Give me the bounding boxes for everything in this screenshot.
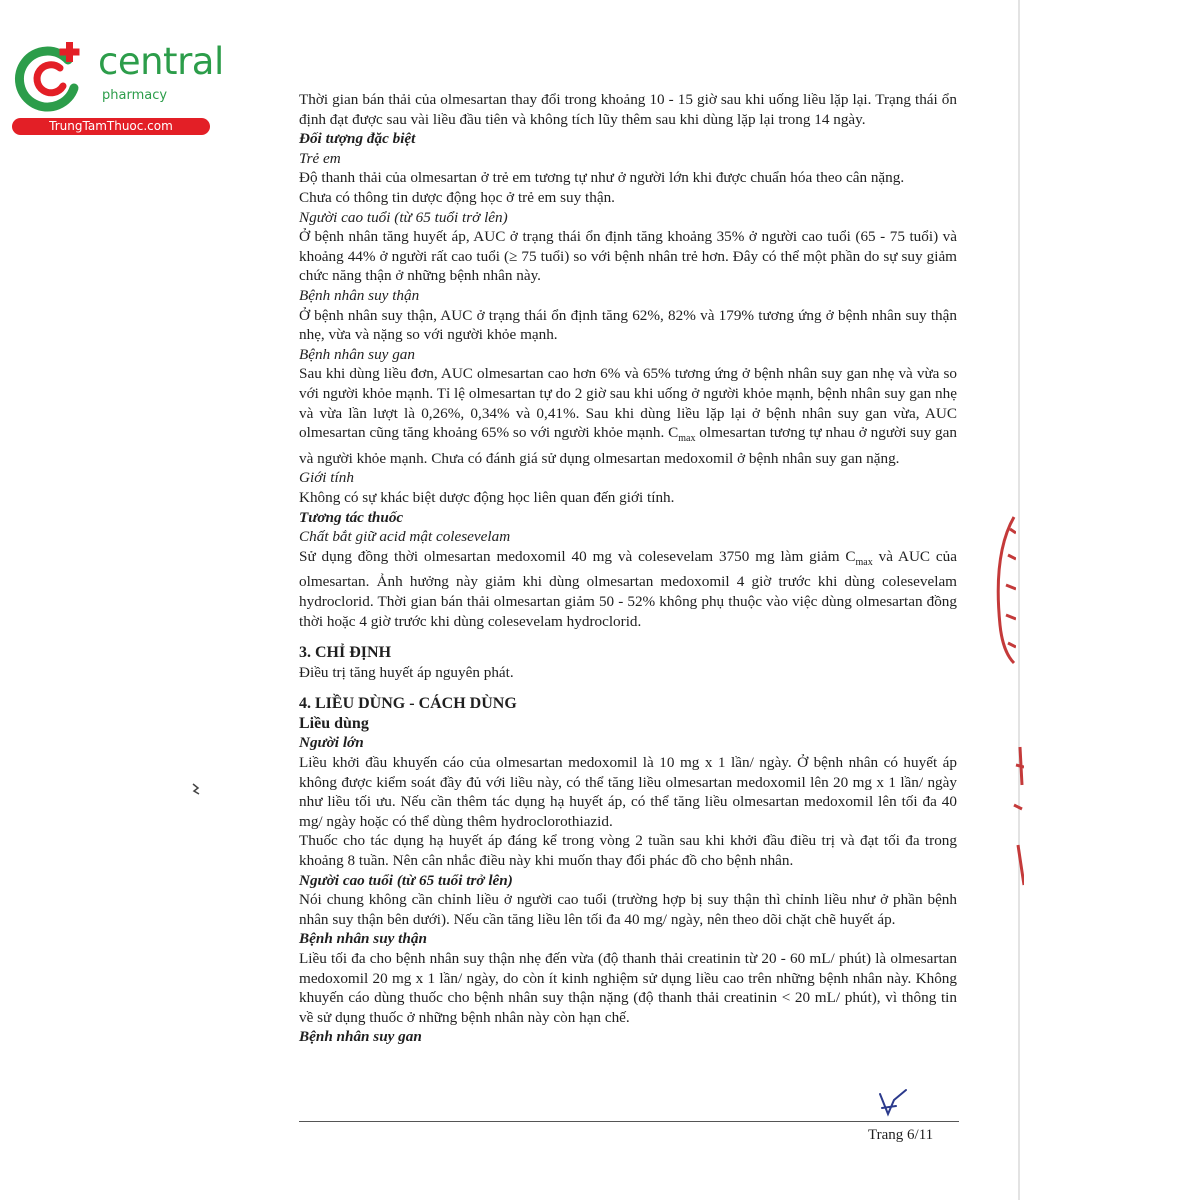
paragraph-colesevelam — [299, 547, 957, 631]
brand-site[interactable]: TrungTamThuoc.com — [12, 118, 210, 135]
cmax-subscript-2: max — [855, 556, 873, 568]
brand-subtitle: pharmacy — [102, 88, 168, 103]
paragraph-elderly-dose: Nói chung không cần chỉnh liều ở người cao tuổi (trường hợp bị suy thận thì chỉnh liều như ở phần bệnh nhân suy thận bên dưới). Nếu cần tăng liều lên tối đa 40 mg/ ngày, nên theo dõi chặt chẽ huyết áp. — [299, 891, 957, 928]
heading-dosage: Liều dùng — [299, 714, 369, 732]
brand-logo[interactable] — [10, 38, 224, 138]
cmax-subscript: max — [678, 433, 696, 445]
subheading-gender: Giới tính — [299, 469, 354, 487]
paragraph-hepatic — [299, 364, 957, 468]
subheading-renal-dose: Bệnh nhân suy thận — [299, 930, 427, 948]
red-stamp-mark — [990, 515, 1016, 665]
paragraph-adult-2: Thuốc cho tác dụng hạ huyết áp đáng kể trong vòng 2 tuần sau khi khởi đầu điều trị và đạt tối đa trong khoảng 8 tuần. Nên cân nhắc điều này khi muốn thay đổi phác đồ cho bệnh nhân. — [299, 832, 957, 870]
heading-interactions: Tương tác thuốc — [299, 508, 404, 526]
section-3-heading: 3. CHỈ ĐỊNH — [299, 644, 392, 662]
brand-name: central — [98, 40, 224, 83]
page-edge — [1018, 0, 1020, 1200]
subheading-hepatic-dose: Bệnh nhân suy gan — [299, 1028, 422, 1046]
margin-mark — [190, 782, 202, 796]
hepatic-text-a: Sau khi dùng liều đơn, AUC olmesartan cao hơn 6% và 65% tương ứng ở bệnh nhân suy gan nhẹ và vừa so với người khỏe mạnh. Tỉ lệ olmesartan tự do 2 giờ sau khi uống ở người khỏe mạnh, bệnh nhân suy gan nhẹ và vừa lần lượt là 0,26%, 0,34% và 0,41%. Sau khi dùng liều lặp lại ở bệnh nhân suy gan vừa, AUC olmesartan cũng tăng khoảng 65% so với người khỏe mạnh. C — [299, 365, 957, 442]
paragraph-adult-1: Liều khởi đầu khuyến cáo của olmesartan medoxomil là 10 mg x 1 lần/ ngày. Ở bệnh nhân có huyết áp không được kiểm soát đầy đủ với liều này, có thể tăng liều olmesartan medoxomil lên 20 mg x 1 lần/ ngày như liều tối ưu. Nếu cần thêm tác dụng hạ huyết áp, có thể tăng liều olmesartan medoxomil lên tối đa 40 mg/ ngày hoặc có thể dùng thêm hydroclorothiazid. — [299, 754, 957, 830]
subheading-elderly-dose: Người cao tuổi (từ 65 tuổi trở lên) — [299, 871, 513, 889]
paragraph-indication: Điều trị tăng huyết áp nguyên phát. — [299, 663, 514, 681]
paragraph-gender: Không có sự khác biệt dược động học liên quan đến giới tính. — [299, 488, 675, 506]
colesevelam-text-a: Sử dụng đồng thời olmesartan medoxomil 40 mg và colesevelam 3750 mg làm giảm C — [299, 547, 856, 565]
subheading-elderly: Người cao tuổi (từ 65 tuổi trở lên) — [299, 208, 508, 226]
paragraph-children-1: Độ thanh thải của olmesartan ở trẻ em tương tự như ở người lớn khi được chuẩn hóa theo cân nặng. — [299, 169, 905, 187]
paragraph-elderly: Ở bệnh nhân tăng huyết áp, AUC ở trạng thái ổn định tăng khoảng 35% ở người cao tuổi (65 - 75 tuổi) và khoảng 44% ở người rất cao tuổi (≥ 75 tuổi) so với bệnh nhân trẻ hơn. Đây có thể một phần do sự suy giảm chức năng thận ở những bệnh nhân này. — [299, 228, 957, 285]
subheading-colesevelam: Chất bắt giữ acid mật colesevelam — [299, 528, 511, 546]
colesevelam-text-b: và AUC của olmesartan. Ảnh hưởng này giảm khi dùng olmesartan medoxomil 4 giờ trước khi dùng colesevelam hydroclorid. Thời gian bán thải olmesartan giảm 50 - 52% không phụ thuộc vào việc dùng olmesartan đồng thời hoặc 4 giờ trước khi dùng colesevelam hydroclorid. — [299, 547, 957, 630]
paragraph-renal-dose: Liều tối đa cho bệnh nhân suy thận nhẹ đến vừa (độ thanh thải creatinin từ 20 - 60 mL/ phút) là olmesartan medoxomil 20 mg x 1 lần/ ngày, do còn ít kinh nghiệm sử dụng liều cao trên những bệnh nhân này. Không khuyến cáo dùng thuốc cho bệnh nhân suy thận nặng (độ thanh thải creatinin < 20 mL/ phút), vì thông tin về sử dụng thuốc ở những bệnh nhân này còn hạn chế. — [299, 950, 957, 1026]
section-4-heading: 4. LIỀU DÙNG - CÁCH DÙNG — [299, 695, 517, 713]
subheading-hepatic: Bệnh nhân suy gan — [299, 345, 415, 363]
heading-special-populations: Đối tượng đặc biệt — [299, 130, 416, 148]
paragraph-renal: Ở bệnh nhân suy thận, AUC ở trạng thái ổn định tăng 62%, 82% và 179% tương ứng ở bệnh nhân suy thận nhẹ, vừa và nặng so với người khỏe mạnh. — [299, 306, 957, 344]
signature-mark — [876, 1086, 916, 1122]
subheading-adult: Người lớn — [299, 734, 364, 752]
subheading-renal: Bệnh nhân suy thận — [299, 286, 420, 304]
paragraph-children-2: Chưa có thông tin dược động học ở trẻ em suy thận. — [299, 188, 615, 206]
document-body — [299, 90, 957, 1047]
red-stamp-mark-2 — [1004, 745, 1024, 895]
hepatic-text-b: olmesartan tương tự nhau ở người suy gan và người khỏe mạnh. Chưa có đánh giá sử dụng olmesartan medoxomil ở bệnh nhân suy gan nặng. — [299, 424, 957, 467]
paragraph-half-life: Thời gian bán thải của olmesartan thay đổi trong khoảng 10 - 15 giờ sau khi uống liều lặp lại. Trạng thái ổn định đạt được sau vài liều đầu tiên và không tích lũy thêm sau khi dùng lặp lại trong 14 ngày. — [299, 91, 957, 128]
footer-divider — [299, 1121, 959, 1122]
page-number: Trang 6/11 — [868, 1127, 934, 1143]
pharmacy-cross-logo-icon — [10, 38, 90, 118]
subheading-children: Trẻ em — [299, 149, 341, 167]
